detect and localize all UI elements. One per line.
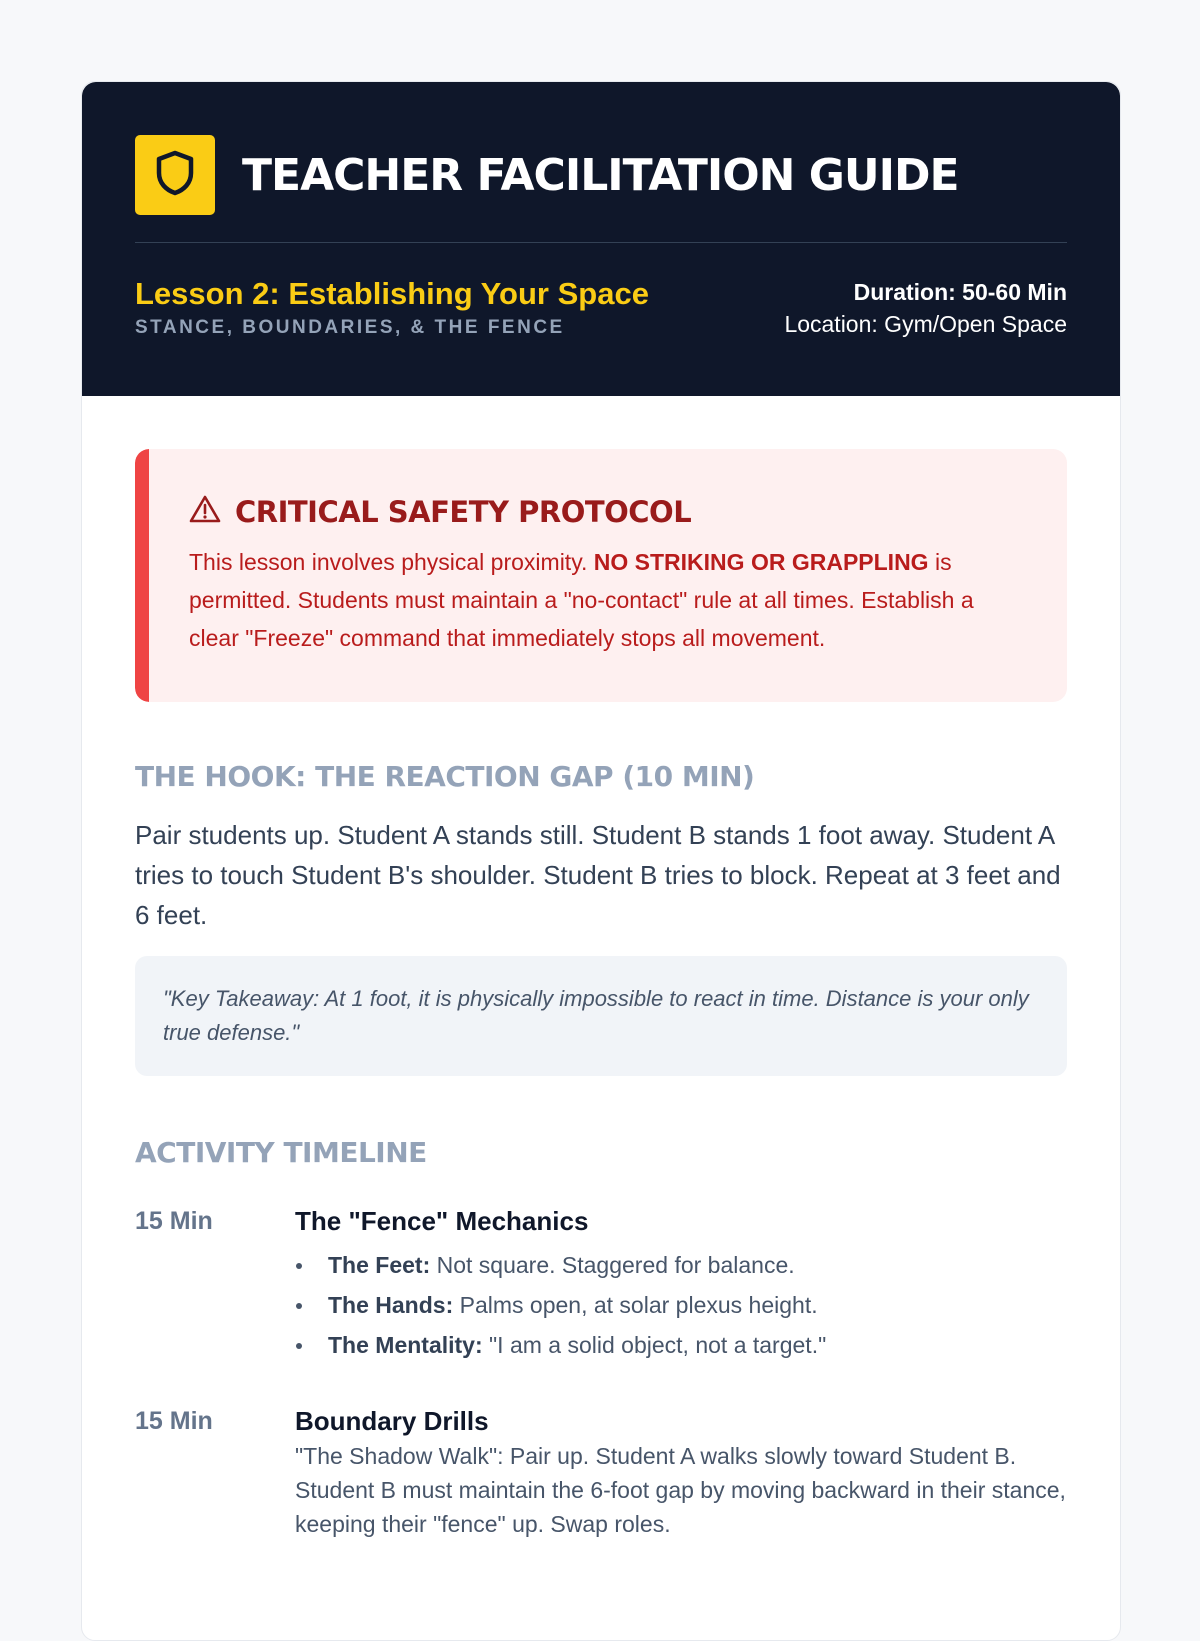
lesson-title: Lesson 2: Establishing Your Space: [135, 276, 649, 311]
alert-text-emphasis: NO STRIKING OR GRAPPLING: [593, 549, 929, 575]
timeline-time: 15 Min: [135, 1407, 213, 1435]
timeline-item: [135, 1205, 1067, 1365]
safety-alert: [135, 449, 1067, 702]
guide-content: [82, 396, 1120, 1541]
header-divider: [135, 242, 1067, 243]
timeline-heading: ACTIVITY TIMELINE: [135, 1136, 427, 1169]
lesson-meta: [784, 277, 1067, 341]
list-item: [295, 1285, 1067, 1325]
bullet-text: Palms open, at solar plexus height.: [453, 1292, 818, 1318]
duration-text: Duration: 50-60 Min: [853, 279, 1067, 305]
timeline-time: 15 Min: [135, 1207, 213, 1235]
timeline-title: The "Fence" Mechanics: [295, 1206, 589, 1236]
guide-header: [82, 82, 1120, 396]
bullet-label: The Feet:: [328, 1252, 431, 1278]
shield-icon: [153, 149, 197, 202]
bullet-label: The Hands:: [328, 1292, 454, 1318]
title-row: [135, 135, 1067, 215]
guide-title: TEACHER FACILITATION GUIDE: [242, 149, 959, 201]
key-takeaway: "Key Takeaway: At 1 foot, it is physically impossible to react in time. Distance is your only true defense.": [135, 956, 1067, 1076]
timeline-body: [295, 1205, 1067, 1365]
lesson-subtitle: STANCE, BOUNDARIES, & THE FENCE: [135, 317, 565, 338]
alert-title: CRITICAL SAFETY PROTOCOL: [235, 494, 692, 529]
alert-body: [189, 543, 1027, 657]
lesson-info: [135, 277, 649, 339]
bullet-list: [295, 1245, 1067, 1365]
list-item: [295, 1245, 1067, 1285]
timeline-body: [295, 1405, 1067, 1541]
hook-text: Pair students up. Student A stands still. Student B stands 1 foot away. Student A tries to touch Student B's shoulder. Student B tries to block. Repeat at 3 feet and 6 feet.: [135, 820, 1061, 930]
bullet-text: "I am a solid object, not a target.": [482, 1332, 827, 1358]
location-text: Location: Gym/Open Space: [784, 311, 1067, 337]
warning-triangle-icon: [189, 494, 221, 529]
list-item: [295, 1325, 1067, 1365]
lesson-row: [135, 277, 1067, 341]
alert-text-start: This lesson involves physical proximity.: [189, 549, 594, 575]
timeline-item: [135, 1405, 1067, 1541]
logo-badge: [135, 135, 215, 215]
timeline-title: Boundary Drills: [295, 1406, 489, 1436]
bullet-label: The Mentality:: [328, 1332, 483, 1358]
alert-header: [189, 494, 1027, 529]
bullet-text: Not square. Staggered for balance.: [430, 1252, 795, 1278]
hook-heading: THE HOOK: THE REACTION GAP (10 MIN): [135, 760, 755, 793]
timeline-description: "The Shadow Walk": Pair up. Student A walks slowly toward Student B. Student B must maintain the 6-foot gap by moving backward in their stance, keeping their "fence" up. Swap roles.: [295, 1443, 1066, 1537]
alert-text-end: is permitted. Students must maintain a "no-contact" rule at all times. Establish a clear "Freeze" command that immediately stops all movement.: [189, 549, 974, 651]
guide-card: [81, 81, 1121, 1641]
